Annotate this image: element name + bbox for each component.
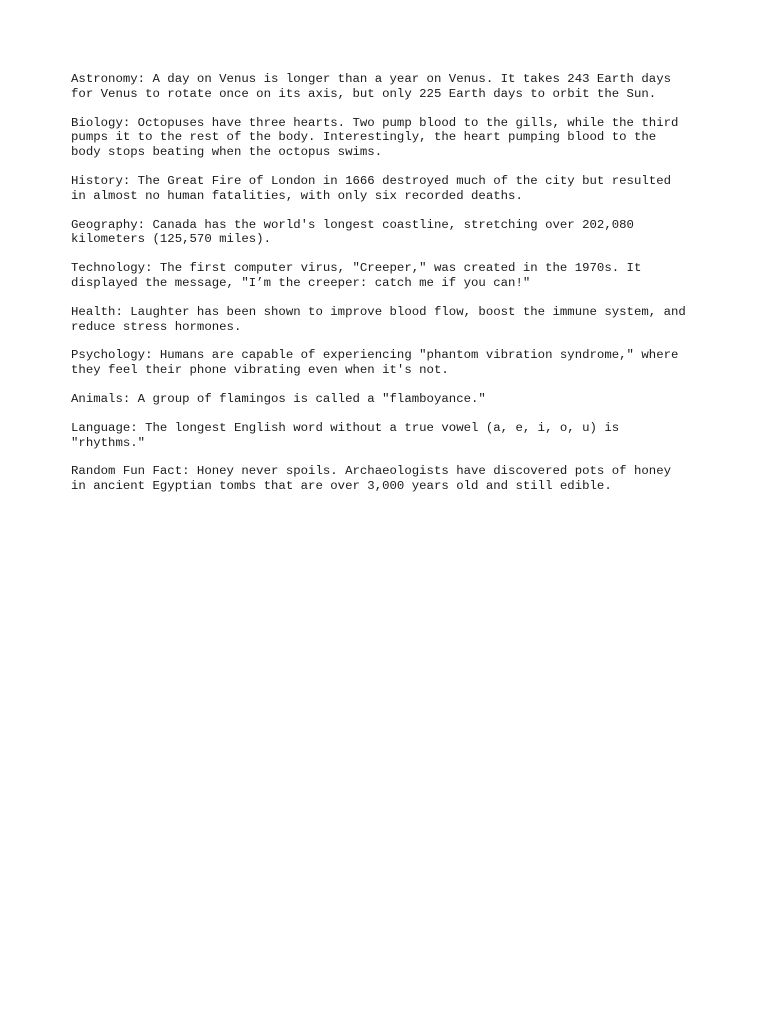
- line: for Venus to rotate once on its axis, but only 225 Earth days to orbit the Sun.: [71, 86, 657, 101]
- line: Astronomy: A day on Venus is longer than a year on Venus. It takes 243 Earth days: [71, 72, 672, 86]
- line: Biology: Octopuses have three hearts. Two pump blood to the gills, while the third: [71, 115, 679, 130]
- paragraph-biology: [71, 116, 711, 160]
- line: Psychology: Humans are capable of experiencing "phantom vibration syndrome," where: [71, 348, 679, 363]
- line: pumps it to the rest of the body. Interestingly, the heart pumping blood to the: [71, 130, 657, 145]
- line: Animals: A group of flamingos is called a "flamboyance.": [71, 391, 486, 406]
- paragraph-health: [71, 305, 711, 335]
- line: "rhythms.": [71, 435, 146, 450]
- paragraph-geography: [71, 218, 711, 248]
- paragraph-animals: [71, 392, 711, 407]
- paragraph-language: [71, 421, 711, 451]
- line: displayed the message, "I’m the creeper: catch me if you can!": [71, 275, 531, 290]
- paragraph-technology: [71, 261, 711, 291]
- line: Geography: Canada has the world's longest coastline, stretching over 202,080: [71, 217, 634, 232]
- document-page: [71, 72, 711, 508]
- paragraph-random-fun-fact: [71, 464, 711, 494]
- paragraph-psychology: [71, 348, 711, 378]
- line: they feel their phone vibrating even when it's not.: [71, 363, 449, 378]
- line: in ancient Egyptian tombs that are over 3,000 years old and still edible.: [71, 479, 612, 494]
- line: Language: The longest English word without a true vowel (a, e, i, o, u) is: [71, 420, 620, 435]
- line: Random Fun Fact: Honey never spoils. Archaeologists have discovered pots of honey: [71, 464, 672, 479]
- line: Health: Laughter has been shown to improve blood flow, boost the immune system, and: [71, 304, 686, 319]
- line: Technology: The first computer virus, "Creeper," was created in the 1970s. It: [71, 261, 642, 276]
- line: in almost no human fatalities, with only six recorded deaths.: [71, 188, 523, 203]
- line: reduce stress hormones.: [71, 319, 242, 334]
- line: body stops beating when the octopus swims.: [71, 145, 383, 160]
- line: kilometers (125,570 miles).: [71, 232, 272, 247]
- paragraph-history: [71, 174, 711, 204]
- paragraph-astronomy: [71, 72, 711, 102]
- line: History: The Great Fire of London in 1666 destroyed much of the city but resulted: [71, 173, 672, 188]
